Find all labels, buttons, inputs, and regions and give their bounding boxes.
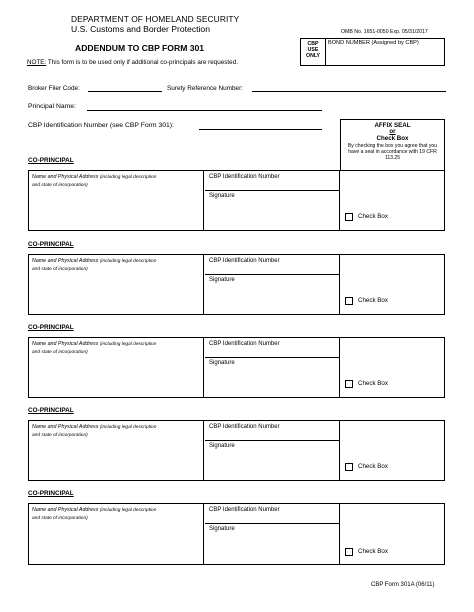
surety-reference-number-field[interactable] bbox=[252, 91, 446, 92]
omb-number: OMB No. 1651-0050 Exp. 05/31/2017 bbox=[341, 29, 428, 35]
divider bbox=[205, 523, 339, 524]
cbp-use-only-box bbox=[300, 38, 445, 66]
check-box-label: Check Box bbox=[358, 213, 388, 220]
form-title: ADDENDUM TO CBP FORM 301 bbox=[75, 43, 205, 53]
form-number-footer: CBP Form 301A (06/11) bbox=[371, 582, 435, 588]
affix-seal-instructions: By checking the box you agree that you have a seal in accordance with 19 CFR 113.25 bbox=[347, 143, 438, 162]
name-address-note: (including legal description bbox=[99, 425, 157, 430]
seal-checkbox[interactable] bbox=[345, 463, 353, 471]
seal-checkbox[interactable] bbox=[345, 548, 353, 556]
cbp-id-signature-cell bbox=[205, 338, 340, 397]
cbp-id-label: CBP Identification Number bbox=[209, 258, 280, 264]
cbp-id-label: CBP Identification Number bbox=[209, 507, 280, 513]
signature-label: Signature bbox=[209, 277, 235, 283]
co-principal-row bbox=[28, 503, 445, 565]
name-address-cell[interactable] bbox=[29, 171, 204, 230]
name-address-note2: and state of incorporation) bbox=[32, 515, 88, 521]
agency-name: U.S. Customs and Border Protection bbox=[71, 24, 210, 34]
affix-seal-heading: AFFIX SEAL bbox=[374, 122, 411, 129]
co-principal-label: CO-PRINCIPAL bbox=[28, 324, 74, 331]
affix-seal-title bbox=[341, 120, 444, 142]
broker-filer-code-label: Broker Filer Code: bbox=[28, 85, 80, 92]
name-address-label: Name and Physical Address bbox=[32, 258, 99, 264]
name-address-label: Name and Physical Address bbox=[32, 507, 99, 513]
cbp-label-line1: CBP bbox=[307, 41, 319, 47]
name-address-note: (including legal description bbox=[99, 508, 157, 513]
affix-seal-box bbox=[340, 119, 445, 171]
seal-cell bbox=[341, 171, 444, 230]
name-address-note2: and state of incorporation) bbox=[32, 182, 88, 188]
cbp-id-signature-cell bbox=[205, 421, 340, 480]
co-principal-label: CO-PRINCIPAL bbox=[28, 241, 74, 248]
cbp-identification-number-field[interactable] bbox=[199, 129, 322, 130]
seal-checkbox[interactable] bbox=[345, 213, 353, 221]
seal-checkbox[interactable] bbox=[345, 380, 353, 388]
name-address-cell[interactable] bbox=[29, 421, 204, 480]
co-principal-label: CO-PRINCIPAL bbox=[28, 407, 74, 414]
name-address-label: Name and Physical Address bbox=[32, 424, 99, 430]
note-body: This form is to be used only if additional co-principals are requested. bbox=[46, 59, 238, 66]
check-box-label: Check Box bbox=[358, 548, 388, 555]
affix-or: or bbox=[389, 128, 396, 136]
name-address-cell[interactable] bbox=[29, 504, 204, 564]
name-address-note: (including legal description bbox=[99, 175, 157, 180]
name-address-note2: and state of incorporation) bbox=[32, 266, 88, 272]
name-address-note2: and state of incorporation) bbox=[32, 349, 88, 355]
divider bbox=[205, 440, 339, 441]
divider bbox=[205, 190, 339, 191]
signature-label: Signature bbox=[209, 360, 235, 366]
name-address-label: Name and Physical Address bbox=[32, 174, 99, 180]
co-principal-row bbox=[28, 254, 445, 315]
seal-cell bbox=[341, 504, 444, 564]
broker-filer-code-field[interactable] bbox=[88, 91, 162, 92]
seal-cell bbox=[341, 421, 444, 480]
cbp-identification-number-label: CBP Identification Number (see CBP Form 301): bbox=[28, 122, 174, 129]
seal-checkbox[interactable] bbox=[345, 297, 353, 305]
note-label: NOTE: bbox=[27, 59, 47, 66]
name-address-cell[interactable] bbox=[29, 338, 204, 397]
note-text bbox=[27, 59, 297, 67]
principal-name-field[interactable] bbox=[87, 110, 322, 111]
signature-label: Signature bbox=[209, 193, 235, 199]
name-address-note2: and state of incorporation) bbox=[32, 432, 88, 438]
co-principal-label: CO-PRINCIPAL bbox=[28, 490, 74, 497]
name-address-cell[interactable] bbox=[29, 255, 204, 314]
name-address-note: (including legal description bbox=[99, 259, 157, 264]
cbp-id-label: CBP Identification Number bbox=[209, 174, 280, 180]
affix-check-box-heading: Check Box bbox=[376, 134, 409, 142]
co-principal-row bbox=[28, 420, 445, 481]
bond-number-label: BOND NUMBER (Assigned by CBP) bbox=[328, 40, 419, 46]
co-principal-row bbox=[28, 170, 445, 231]
department-name: DEPARTMENT OF HOMELAND SECURITY bbox=[71, 14, 240, 24]
check-box-label: Check Box bbox=[358, 297, 388, 304]
cbp-id-label: CBP Identification Number bbox=[209, 424, 280, 430]
cbp-use-only-label bbox=[301, 39, 326, 65]
name-address-note: (including legal description bbox=[99, 342, 157, 347]
check-box-label: Check Box bbox=[358, 463, 388, 470]
surety-reference-number-label: Surety Reference Number: bbox=[167, 85, 244, 92]
co-principal-row bbox=[28, 337, 445, 398]
divider bbox=[205, 357, 339, 358]
cbp-id-label: CBP Identification Number bbox=[209, 341, 280, 347]
principal-name-label: Principal Name: bbox=[28, 103, 76, 110]
cbp-id-signature-cell bbox=[205, 504, 340, 564]
seal-cell bbox=[341, 255, 444, 314]
check-box-label: Check Box bbox=[358, 380, 388, 387]
divider bbox=[205, 274, 339, 275]
cbp-id-signature-cell bbox=[205, 255, 340, 314]
cbp-label-line2: USE bbox=[307, 47, 319, 54]
co-principal-label: CO-PRINCIPAL bbox=[28, 157, 74, 164]
name-address-label: Name and Physical Address bbox=[32, 341, 99, 347]
signature-label: Signature bbox=[209, 526, 235, 532]
cbp-id-signature-cell bbox=[205, 171, 340, 230]
seal-cell bbox=[341, 338, 444, 397]
cbp-label-line3: ONLY bbox=[306, 53, 320, 60]
signature-label: Signature bbox=[209, 443, 235, 449]
